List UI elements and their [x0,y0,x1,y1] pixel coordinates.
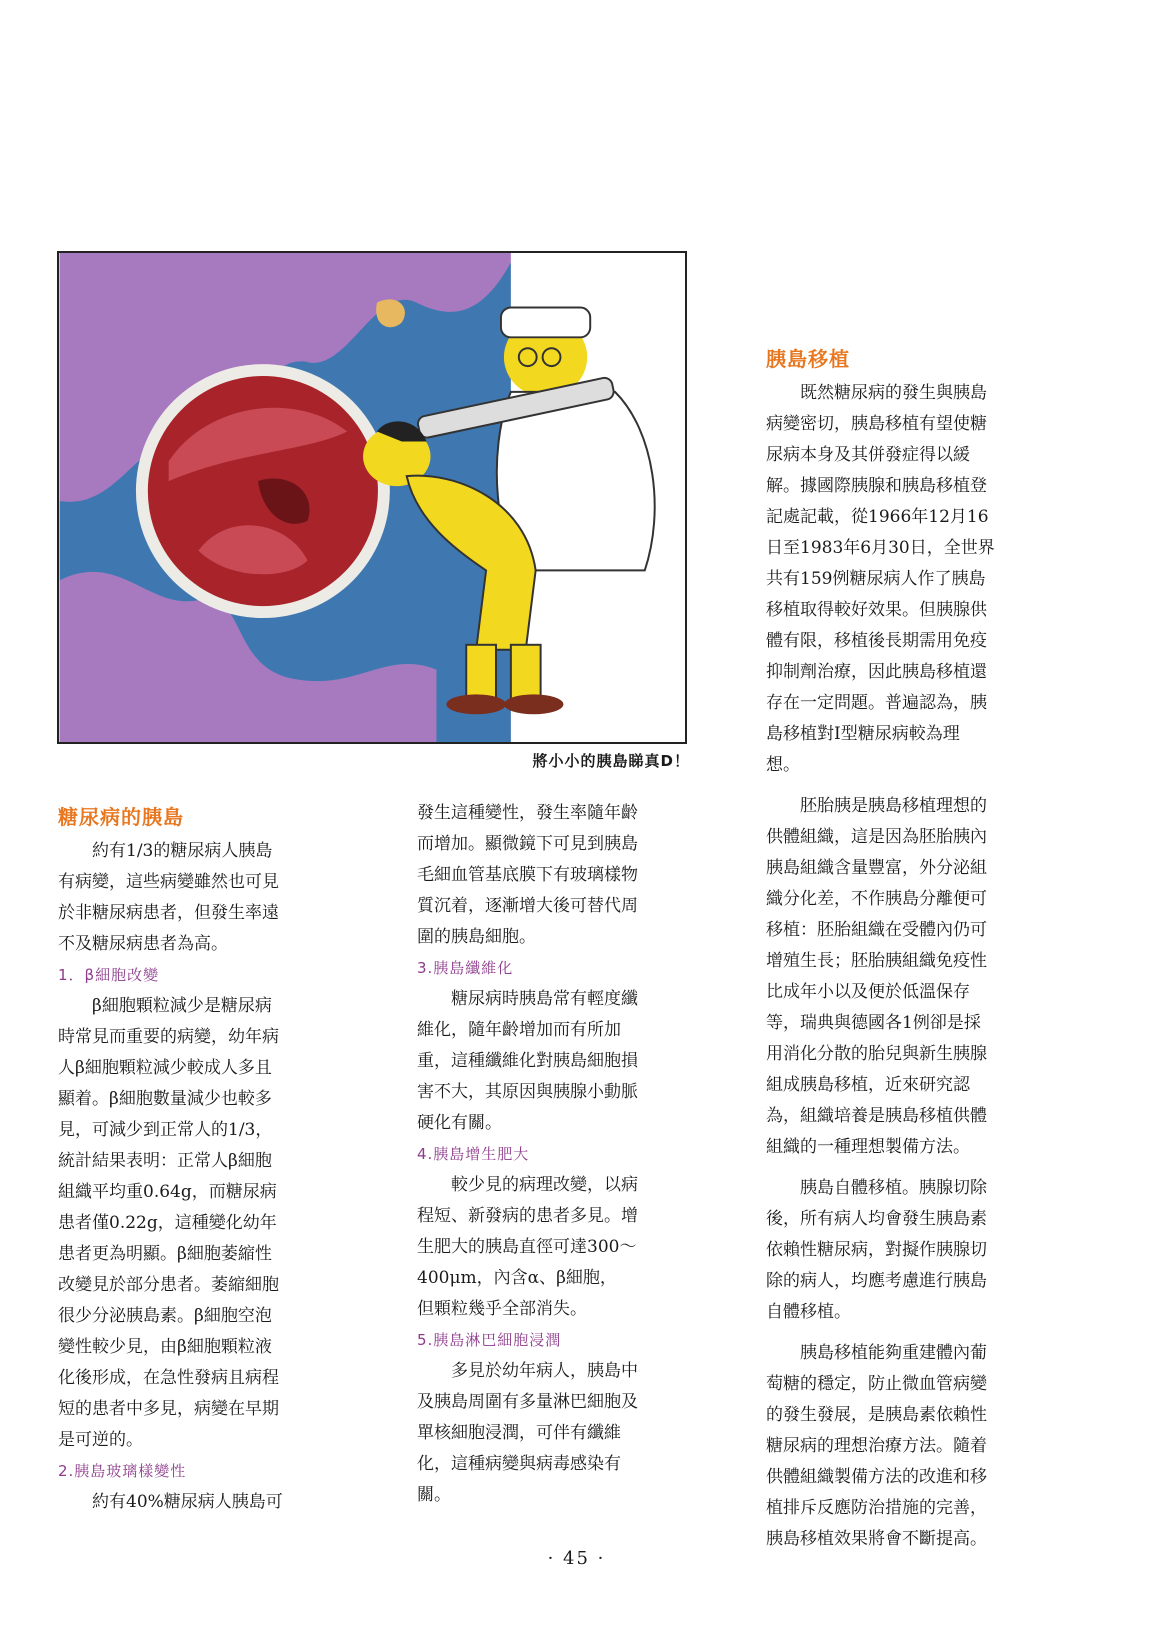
text-line: 比成年小以及便於低溫保存 [766,982,970,1002]
text-line: 抑制劑治療，因此胰島移植還 [766,662,987,682]
text-line: 而增加。顯微鏡下可見到胰島 [417,834,638,854]
text-line: 化，這種病變與病毒感染有 [417,1454,621,1474]
text-line: 為，組織培養是胰島移植供體 [766,1106,987,1126]
text-line: 400μm，內含α、β細胞， [417,1268,617,1288]
text-line: 供體組織製備方法的改進和移 [766,1467,987,1487]
text-line: 約有1/3的糖尿病人胰島 [92,841,273,861]
text-line: 時常見而重要的病變，幼年病 [58,1027,279,1047]
subsection-title: 3.胰島纖維化 [417,959,514,977]
patient-shoe [504,694,564,714]
doctor-hat [501,308,590,338]
text-line: 組織的一種理想製備方法。 [766,1137,970,1157]
text-line: 化後形成，在急性發病且病程 [58,1368,279,1388]
text-line: 較少見的病理改變，以病 [451,1175,638,1195]
text-line: 很少分泌胰島素。β細胞空泡 [58,1306,272,1326]
text-line: 自體移植。 [766,1302,851,1322]
text-line: 島移植對I型糖尿病較為理 [766,724,960,744]
text-line: 依賴性糖尿病，對擬作胰腺切 [766,1240,987,1260]
text-line: 存在一定問題。普遍認為，胰 [766,693,987,713]
text-line: 組成胰島移植，近來研究認 [766,1075,970,1095]
text-line: 共有159例糖尿病人作了胰島 [766,569,986,589]
subsection-title: 5.胰島淋巴細胞浸潤 [417,1331,562,1349]
text-line: 害不大，其原因與胰腺小動脈 [417,1082,638,1102]
text-line: 約有40%糖尿病人胰島可 [92,1492,283,1512]
text-line: 既然糖尿病的發生與胰島 [800,383,987,403]
text-line: 植排斥反應防治措施的完善， [766,1498,987,1518]
text-line: 多見於幼年病人，胰島中 [451,1361,638,1381]
text-line: 萄糖的穩定，防止微血管病變 [766,1374,987,1394]
text-line: 後，所有病人均會發生胰島素 [766,1209,987,1229]
column-2 [417,798,702,1511]
page-number: · 45 · [547,1548,606,1569]
text-line: 糖尿病的理想治療方法。隨着 [766,1436,987,1456]
text-line: 見，可減少到正常人的1/3， [58,1120,273,1140]
subsection-title: 4.胰島增生肥大 [417,1145,530,1163]
text-line: 胰島移植效果將會不斷提高。 [766,1529,987,1549]
text-line: 生肥大的胰島直徑可達300～ [417,1237,637,1257]
text-line: 不及糖尿病患者為高。 [58,934,228,954]
patient-shoe [446,694,506,714]
text-line: 移植：胚胎組織在受體內仍可 [766,920,987,940]
text-line: 體有限，移植後長期需用免疫 [766,631,987,651]
text-line: 圍的胰島細胞。 [417,927,536,947]
column-3 [766,340,1051,1555]
text-line: 發生這種變性，發生率隨年齡 [417,803,638,823]
text-line: 織分化差，不作胰島分離便可 [766,889,987,909]
text-line: 統計結果表明：正常人β細胞 [58,1151,272,1171]
text-line: 等，瑞典與德國各1例卻是採 [766,1013,981,1033]
section-title: 糖尿病的胰島 [58,805,184,829]
section-title: 胰島移植 [766,347,850,371]
text-line: 單核細胞浸潤，可伴有纖維 [417,1423,621,1443]
subsection-title: 1．β細胞改變 [58,966,160,984]
text-line: 但顆粒幾乎全部消失。 [417,1299,587,1319]
text-line: 程短、新發病的患者多見。增 [417,1206,638,1226]
text-line: 患者僅0.22g，這種變化幼年 [58,1213,277,1233]
text-line: 維化，隨年齡增加而有所加 [417,1020,621,1040]
text-line: 糖尿病時胰島常有輕度纖 [451,989,638,1009]
text-line: 用消化分散的胎兒與新生胰腺 [766,1044,987,1064]
text-line: 毛細血管基底膜下有玻璃樣物 [417,865,638,885]
text-line: 患者更為明顯。β細胞萎縮性 [58,1244,272,1264]
text-line: 硬化有關。 [417,1113,502,1133]
text-line: 胰島組織含量豐富，外分泌組 [766,858,987,878]
text-line: 關。 [417,1485,451,1505]
text-line: 尿病本身及其併發症得以緩 [766,445,970,465]
text-line: 顯着。β細胞數量減少也較多 [58,1089,272,1109]
text-line: 改變見於部分患者。萎縮細胞 [58,1275,279,1295]
text-line: 是可逆的。 [58,1430,143,1450]
text-line: 及胰島周圍有多量淋巴細胞及 [417,1392,638,1412]
text-line: 日至1983年6月30日，全世界 [766,538,995,558]
text-line: 胚胎胰是胰島移植理想的 [800,796,987,816]
text-line: 想。 [766,755,800,775]
text-line: 病變密切，胰島移植有望使糖 [766,414,987,434]
text-line: 於非糖尿病患者，但發生率遠 [58,903,279,923]
text-line: 記處記載，從1966年12月16 [766,507,989,527]
text-line: 有病變，這些病變雖然也可見 [58,872,279,892]
text-line: 移植取得較好效果。但胰腺供 [766,600,987,620]
text-line: 增殖生長；胚胎胰組織免疫性 [766,951,987,971]
text-line: 胰島移植能夠重建體內葡 [800,1343,987,1363]
column-1 [58,798,343,1518]
figure-caption: 將小小的胰島睇真D！ [532,752,690,770]
subsection-title: 2.胰島玻璃樣變性 [58,1462,187,1480]
cartoon-illustration [57,251,687,744]
illustration-svg [59,253,685,742]
text-line: 人β細胞顆粒減少較成人多且 [58,1058,272,1078]
text-line: 組織平均重0.64g，而糖尿病 [58,1182,277,1202]
text-line: 短的患者中多見，病變在早期 [58,1399,279,1419]
text-line: 除的病人，均應考慮進行胰島 [766,1271,987,1291]
text-line: 的發生發展，是胰島素依賴性 [766,1405,987,1425]
text-line: 重，這種纖維化對胰島細胞損 [417,1051,638,1071]
text-line: 變性較少見，由β細胞顆粒液 [58,1337,272,1357]
text-line: 胰島自體移植。胰腺切除 [800,1178,987,1198]
text-line: 解。據國際胰腺和胰島移植登 [766,476,987,496]
text-line: β細胞顆粒減少是糖尿病 [92,996,272,1016]
text-line: 質沉着，逐漸增大後可替代周 [417,896,638,916]
text-line: 供體組織，這是因為胚胎胰內 [766,827,987,847]
